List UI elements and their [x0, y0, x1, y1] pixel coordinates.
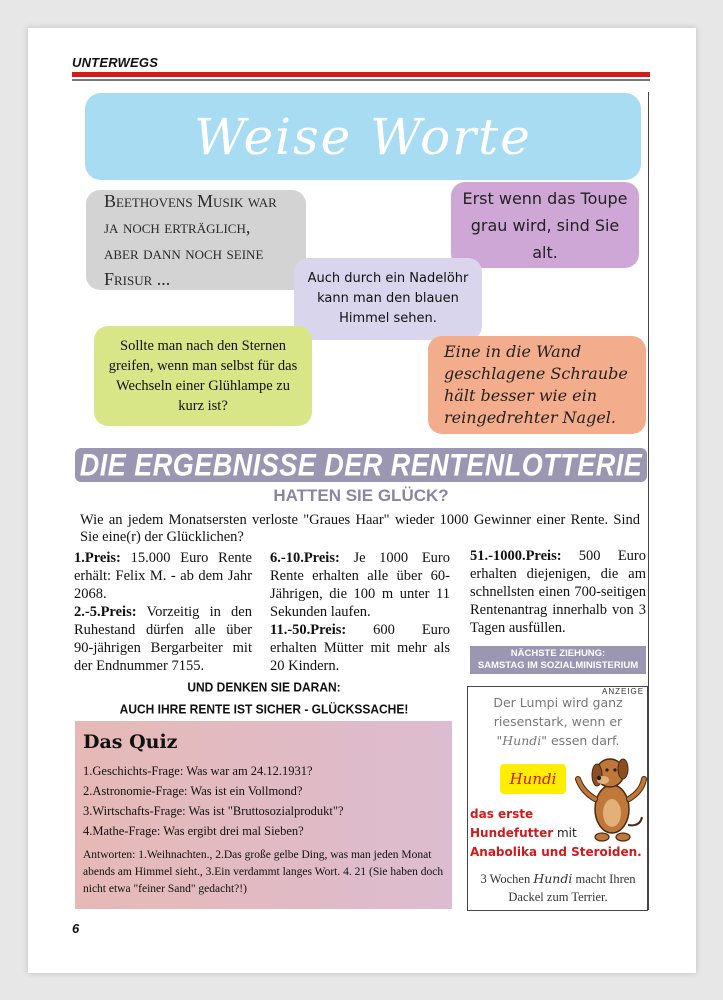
- prize-text: Vorzeitig in den Ruhestand dürfen alle über 90-jährigen Bergarbeiter mit der Endnummer 7155.: [74, 604, 252, 674]
- quote-text: Eine in die Wand geschlagene Schraube hält besser wie ein reingedrehter Nagel.: [444, 342, 628, 427]
- magazine-page: [28, 28, 696, 973]
- prize-text: 500 Euro erhalten diejenigen, die am schnellsten einen 700-seitigen Rentenantrag innerhalb von 3 Tagen ausfüllen.: [470, 548, 646, 636]
- hundi-advertisement: [467, 686, 648, 911]
- remember-line-2: AUCH IHRE RENTE IST SICHER - GLÜCKSSACHE!: [119, 701, 409, 717]
- ad-brand-inline: Hundi: [502, 733, 542, 748]
- ad-headline-text: Der Lumpi wird ganz riesenstark, wenn er ": [493, 695, 623, 748]
- page-title: Weise Worte: [194, 107, 532, 166]
- ad-claim-line: [470, 824, 642, 843]
- lottery-banner: [75, 448, 647, 482]
- next-draw-line-2: SAMSTAG IM SOZIALMINISTERIUM: [477, 660, 639, 671]
- prize-item: [74, 549, 252, 603]
- ad-claim-text: mit: [553, 826, 577, 840]
- prize-label: 51.-1000.Preis:: [470, 548, 562, 564]
- prize-label: 2.-5.Preis:: [74, 604, 137, 620]
- quiz-answers: Antworten: 1.Weihnachten., 2.Das große gelbe Ding, was man jeden Monat abends am Himmel sieht., 3.Ein verdammt langes Wort. 4. 21 (Sie haben doch nicht etwa "feiner Sand" gedacht?!): [83, 849, 444, 895]
- quote-bubble-toupe: [451, 182, 639, 268]
- ad-brand-inline: Hundi: [533, 871, 573, 886]
- hundi-logo-text: Hundi: [509, 770, 557, 788]
- prize-column-3: [470, 547, 646, 637]
- quiz-question: 1.Geschichts-Frage: Was war am 24.12.1931?: [83, 764, 313, 778]
- quote-bubble-sterne: [94, 326, 312, 426]
- remember-note: [74, 676, 454, 720]
- next-draw-line-1: NÄCHSTE ZIEHUNG:: [510, 648, 606, 659]
- prize-text: Je 1000 Euro Rente erhalten alle über 60-Jährigen, die 100 m unter 11 Sekunden laufen.: [270, 550, 450, 620]
- quiz-title: Das Quiz: [83, 731, 178, 753]
- quote-bubble-schraube: [428, 336, 646, 434]
- ad-claim-line: das erste: [470, 807, 534, 821]
- quote-text: Auch durch ein Nadelöhr kann man den blauen Himmel sehen.: [307, 271, 469, 326]
- ad-footer-text: 3 Wochen: [480, 872, 534, 886]
- ad-headline-text: " essen darf.: [541, 733, 620, 748]
- header-rule-gray: [72, 79, 650, 81]
- quote-bubble-beethoven: [86, 190, 306, 290]
- remember-line-1: UND DENKEN SIE DARAN:: [187, 679, 341, 695]
- quiz-question: 2.Astronomie-Frage: Was ist ein Vollmond?: [83, 784, 303, 798]
- next-draw-box: [470, 646, 646, 674]
- ad-headline: [474, 693, 642, 750]
- prize-label: 1.Preis:: [74, 550, 121, 566]
- ad-claim: [470, 805, 642, 862]
- prize-item: [470, 547, 646, 637]
- prize-text: 600 Euro erhalten Mütter mit mehr als 20 Kindern.: [270, 622, 450, 674]
- prize-text: 15.000 Euro Rente erhält: Felix M. - ab dem Jahr 2068.: [74, 550, 252, 602]
- prize-item: [270, 549, 450, 621]
- quote-bubble-nadeloehr: [294, 258, 482, 340]
- lottery-subhead: HATTEN SIE GLÜCK?: [273, 486, 449, 505]
- quiz-box: [75, 721, 452, 909]
- ad-label: ANZEIGE: [602, 687, 645, 696]
- section-label: UNTERWEGS: [72, 55, 159, 70]
- quote-text: Erst wenn das Toupe grau wird, sind Sie alt.: [462, 188, 628, 262]
- ad-footer-text: macht Ihren Dackel zum Terrier.: [508, 872, 636, 904]
- quote-text: Beethovens Musik war ja noch erträglich, aber dann noch seine Frisur ...: [104, 191, 277, 289]
- ad-claim-line: Anabolika und Steroiden.: [470, 845, 642, 859]
- ad-footer: [472, 870, 644, 906]
- page-number: 6: [72, 921, 80, 936]
- quiz-question: 4.Mathe-Frage: Was ergibt drei mal Sieben?: [83, 824, 304, 838]
- lottery-heading: DIE ERGEBNISSE DER RENTENLOTTERIE: [79, 447, 643, 482]
- header-rule-red: [72, 72, 650, 77]
- lottery-intro: Wie an jedem Monatsersten verloste "Graues Haar" wieder 1000 Gewinner einer Rente. Sind Sie eine(r) der Glücklichen?: [80, 512, 640, 545]
- quiz-question: 3.Wirtschafts-Frage: Was ist "Bruttosozialprodukt"?: [83, 804, 344, 818]
- prize-item: [270, 621, 450, 675]
- prize-column-1: [74, 549, 252, 675]
- ad-claim-text: Hundefutter: [470, 826, 554, 840]
- prize-label: 11.-50.Preis:: [270, 622, 347, 638]
- prize-column-2: [270, 549, 450, 675]
- title-box: [85, 93, 641, 180]
- hundi-logo: [500, 764, 566, 794]
- quote-text: Sollte man nach den Sternen greifen, wenn man selbst für das Wechseln einer Glühlampe zu kurz ist?: [108, 338, 298, 414]
- prize-label: 6.-10.Preis:: [270, 550, 340, 566]
- prize-item: [74, 603, 252, 675]
